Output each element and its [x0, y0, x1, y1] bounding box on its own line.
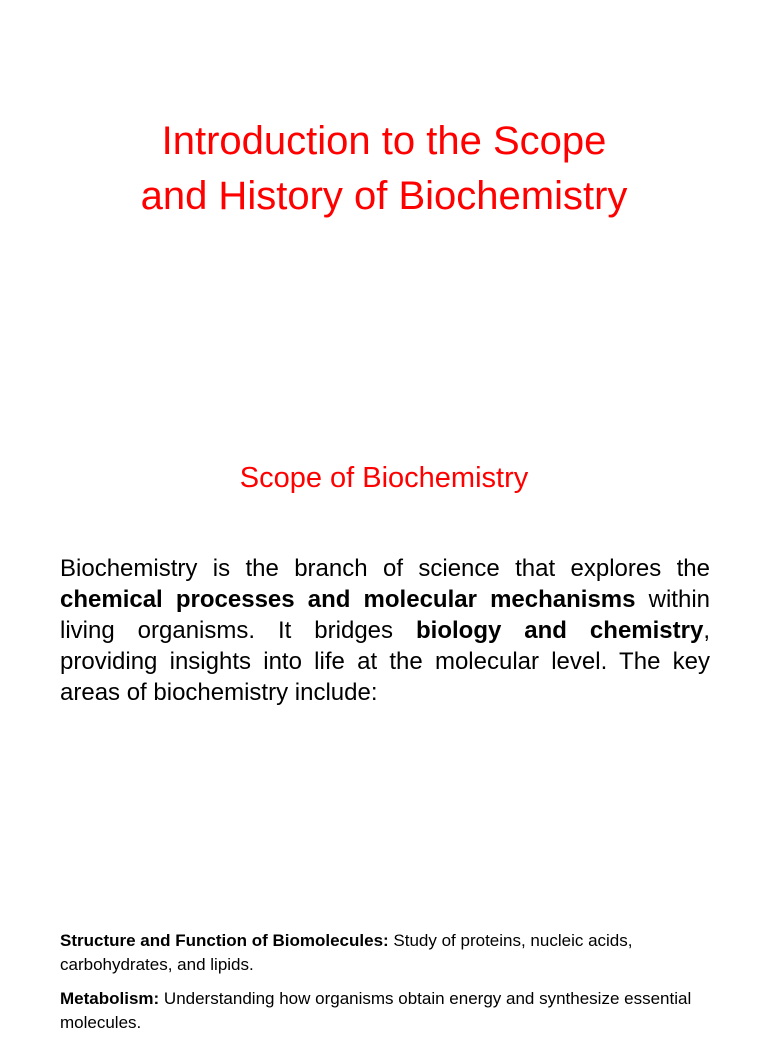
intro-text-2: within living organisms. It bridges: [60, 586, 710, 644]
document-title: [0, 114, 768, 224]
list-item: [60, 929, 710, 977]
intro-text-3: , providing insights into life at the molecular level. The key areas of biochemistry include:: [60, 617, 710, 706]
area-description: Study of proteins, nucleic acids, carbohydrates, and lipids.: [60, 931, 633, 974]
intro-paragraph: [60, 553, 710, 708]
intro-bold-1: chemical processes and molecular mechanisms: [60, 586, 636, 613]
area-term: Metabolism:: [60, 989, 160, 1008]
list-item: [60, 987, 710, 1035]
key-areas-list: [60, 929, 710, 1045]
area-term: Structure and Function of Biomolecules:: [60, 931, 389, 950]
title-line-2: and History of Biochemistry: [140, 174, 628, 218]
title-line-1: Introduction to the Scope: [161, 119, 607, 163]
intro-bold-2: biology and chemistry: [416, 617, 704, 644]
intro-text-1: Biochemistry is the branch of science that explores the: [60, 555, 710, 582]
section-heading: Scope of Biochemistry: [239, 462, 529, 494]
area-description: Understanding how organisms obtain energy and synthesize essential molecules.: [60, 989, 692, 1032]
